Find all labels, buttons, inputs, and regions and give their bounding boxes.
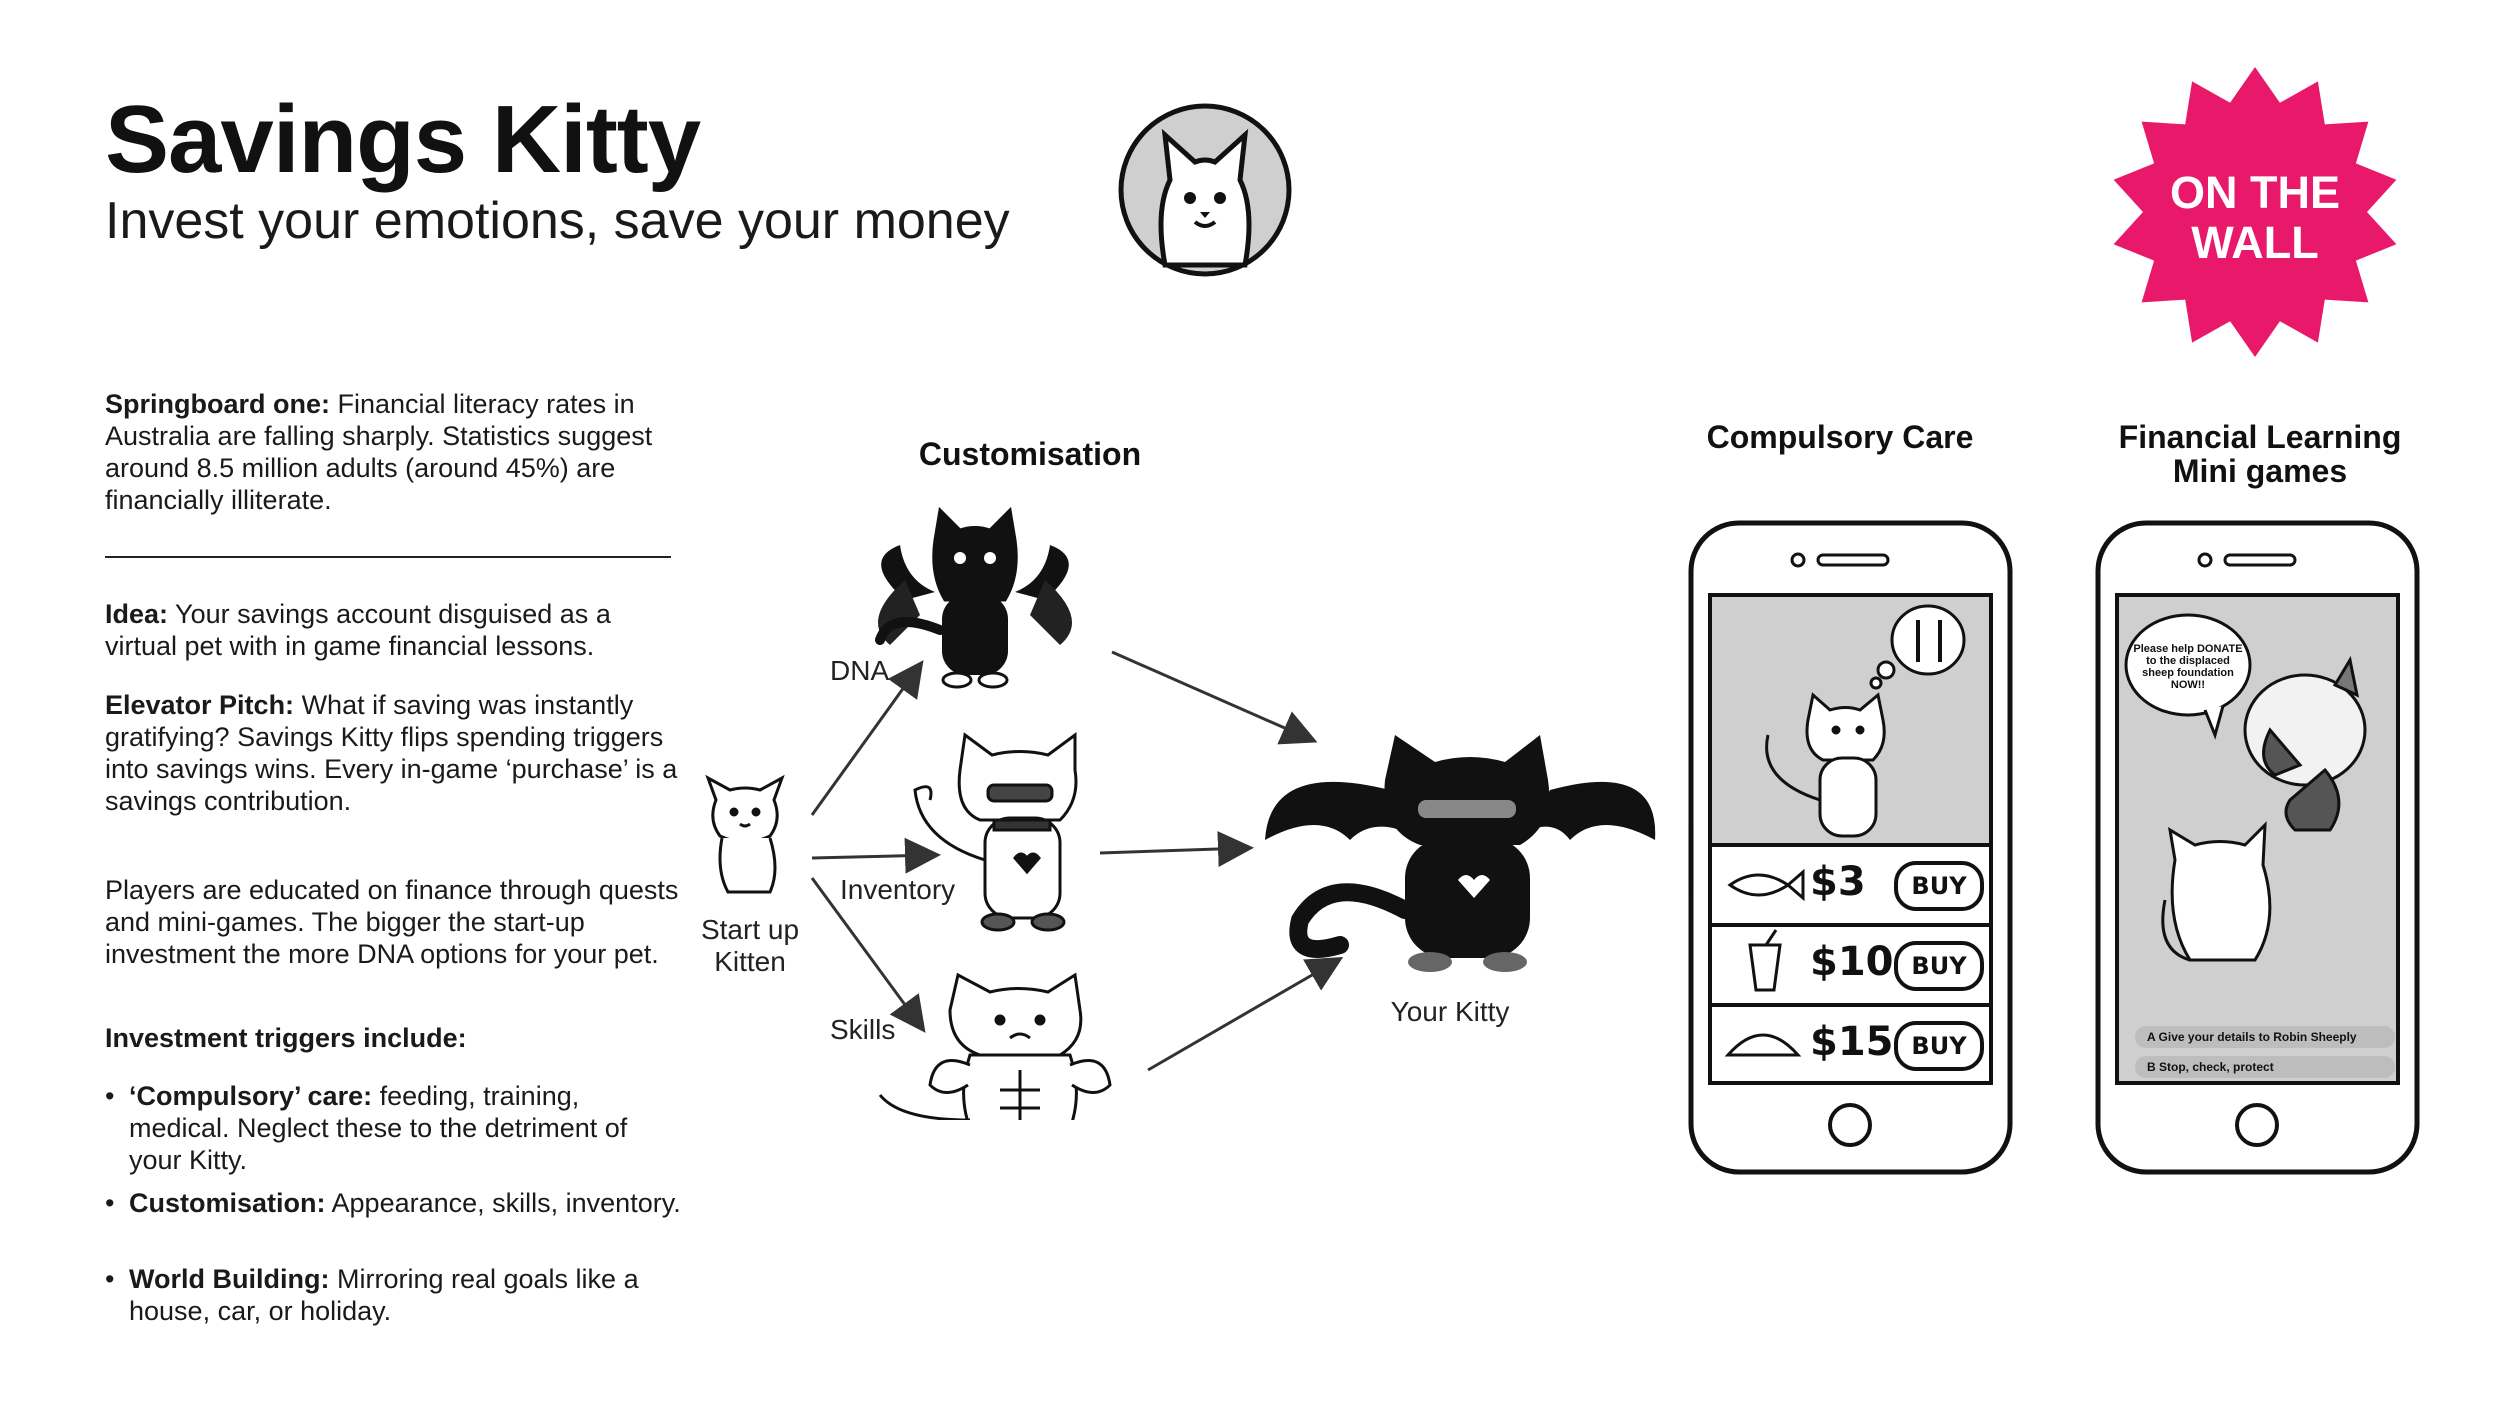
- your-kitty-icon: [1265, 735, 1655, 972]
- your-kitty-label: Your Kitty: [1390, 996, 1510, 1027]
- bullet-customisation: • Customisation: Appearance, skills, inventory.: [105, 1187, 685, 1219]
- buy-milkshake-button[interactable]: BUY: [1894, 941, 1984, 991]
- buy-fish-button[interactable]: BUY: [1894, 861, 1984, 911]
- cat-back-icon: [2163, 825, 2270, 960]
- skills-label: Skills: [830, 1014, 896, 1045]
- idea-paragraph: Idea: Your savings account disguised as a virtual pet with in game financial lessons.: [105, 599, 611, 661]
- customisation-title: Customisation: [918, 436, 1142, 472]
- item-price: $10: [1810, 939, 1894, 985]
- compulsory-care-title: Compulsory Care: [1706, 419, 1974, 455]
- buy-pie-button[interactable]: BUY: [1894, 1021, 1984, 1071]
- arrow-to-inventory: [812, 855, 935, 858]
- item-price: $3: [1810, 859, 1866, 905]
- start-up-kitten-icon: [708, 778, 782, 892]
- springboard-paragraph: Springboard one: Financial literacy rates in Australia are falling sharply. Statistics suggest around 8.5 million adults (around 45%) are financially illiterate.: [105, 389, 653, 515]
- bat-kitty-icon: [878, 510, 1072, 687]
- inventory-label: Inventory: [840, 874, 956, 905]
- skills-kitty-icon: [880, 975, 1110, 1120]
- arrow-inventory-to-kitty: [1100, 848, 1248, 853]
- page-title: Savings Kitty: [105, 86, 701, 193]
- arrow-to-dna: [812, 665, 920, 815]
- players-paragraph: Players are educated on finance through quests and mini-games. The bigger the start-up investment the more DNA options for your pet.: [105, 875, 679, 969]
- shop-row: [1688, 925, 2013, 1005]
- divider: [105, 556, 671, 558]
- dna-label: DNA: [830, 655, 890, 686]
- start-up-kitten-label: Start up Kitten: [700, 914, 800, 977]
- shop-list: [1688, 845, 2013, 1085]
- bullet-compulsory-care: • ‘Compulsory’ care: feeding, training, medical. Neglect these to the detriment of your Kitty.: [105, 1080, 685, 1176]
- bullet-world-building: • World Building: Mirroring real goals like a house, car, or holiday.: [105, 1263, 685, 1327]
- arrow-dna-to-kitty: [1112, 652, 1312, 740]
- speech-bubble-text: Please help DONATE to the displaced sheep foundation NOW!!: [2133, 643, 2243, 691]
- answer-b-button[interactable]: B Stop, check, protect: [2135, 1056, 2395, 1078]
- item-price: $15: [1810, 1019, 1894, 1065]
- financial-learning-title: Financial Learning Mini games: [2118, 419, 2402, 489]
- shop-row: [1688, 845, 2013, 925]
- shop-row: [1688, 1005, 2013, 1085]
- badge-label: ON THE WALL: [2169, 167, 2340, 268]
- kitty-logo-icon: [1115, 100, 1295, 280]
- arrow-skills-to-kitty: [1148, 960, 1338, 1070]
- elevator-pitch-paragraph: Elevator Pitch: What if saving was instantly gratifying? Savings Kitty flips spending triggers into savings wins. Every in-game ‘purchase’ is a savings contribution.: [105, 690, 678, 816]
- answer-a-button[interactable]: A Give your details to Robin Sheeply: [2135, 1026, 2395, 1048]
- triggers-heading: Investment triggers include:: [105, 1023, 467, 1053]
- page-subtitle: Invest your emotions, save your money: [105, 192, 1010, 250]
